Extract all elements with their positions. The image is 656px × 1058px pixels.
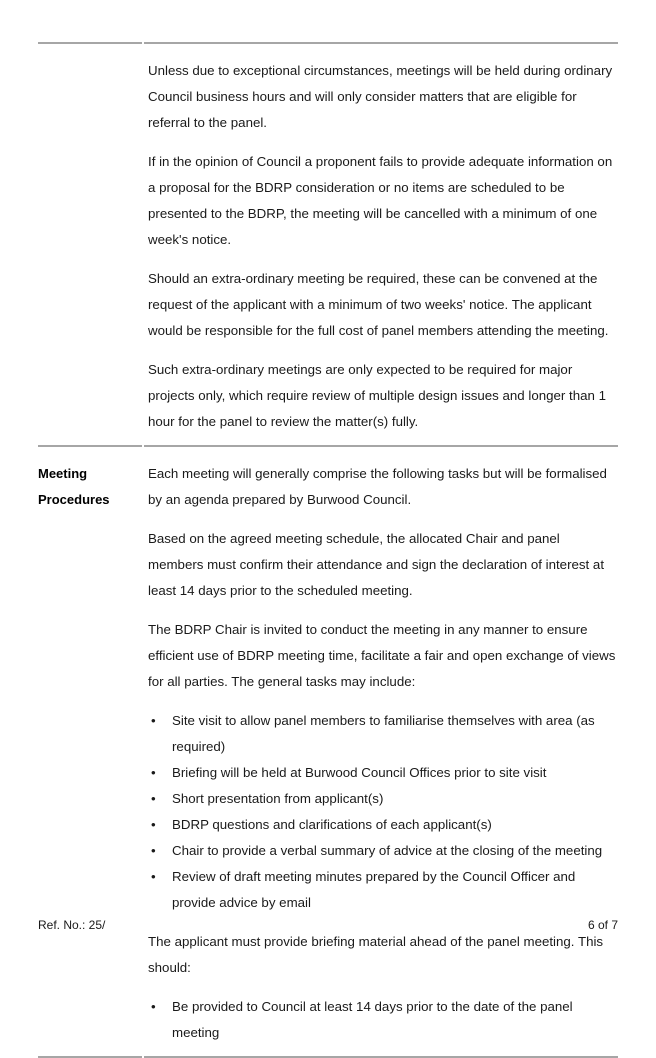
bullet-list — [148, 994, 618, 1046]
paragraph: The BDRP Chair is invited to conduct the meeting in any manner to ensure efficient use of BDRP meeting time, facilitate a fair and open exchange of views for all parties. The general tasks may include: — [148, 622, 616, 689]
table-row — [38, 447, 618, 1056]
list-item-text: Site visit to allow panel members to familiarise themselves with area (as required) — [172, 713, 595, 754]
list-item — [148, 760, 618, 786]
table-row — [38, 44, 618, 445]
list-item-text: Be provided to Council at least 14 days prior to the date of the panel meeting — [172, 999, 573, 1040]
bullet-icon: • — [151, 869, 156, 884]
row-label-line-2: Procedures — [38, 492, 110, 507]
page-footer — [38, 918, 618, 932]
row-label-cell — [38, 447, 148, 513]
paragraph: Each meeting will generally comprise the following tasks but will be formalised by an agenda prepared by Burwood Council. — [148, 466, 607, 507]
bullet-icon: • — [151, 817, 156, 832]
list-item-text: Short presentation from applicant(s) — [172, 791, 384, 806]
paragraph: Such extra-ordinary meetings are only expected to be required for major projects only, which require review of multiple design issues and longer than 1 hour for the panel to review the matter(s) fully. — [148, 362, 607, 429]
border-segment-left — [38, 42, 142, 44]
list-item-text: Review of draft meeting minutes prepared by the Council Officer and provide advice by email — [172, 869, 576, 910]
list-item — [148, 812, 618, 838]
row-label-line-1: Meeting — [38, 466, 88, 481]
bullet-icon: • — [151, 713, 156, 728]
footer-page-number: 6 of 7 — [587, 918, 618, 932]
paragraph: Should an extra-ordinary meeting be required, these can be convened at the request of the applicant with a minimum of two weeks' notice. The applicant would be responsible for the full cost of panel members attending the meeting. — [148, 271, 609, 338]
list-item — [148, 708, 618, 760]
list-item — [148, 838, 618, 864]
list-item-text: BDRP questions and clarifications of each applicant(s) — [172, 817, 492, 832]
paragraph: If in the opinion of Council a proponent fails to provide adequate information on a proposal for the BDRP consideration or no items are scheduled to be presented to the BDRP, the meeting will be cancelled with a minimum of one week's notice. — [148, 154, 613, 247]
list-item-text: Chair to provide a verbal summary of advice at the closing of the meeting — [172, 843, 603, 858]
paragraph: Unless due to exceptional circumstances, meetings will be held during ordinary Council business hours and will only consider matters that are eligible for referral to the panel. — [148, 63, 613, 130]
list-item — [148, 994, 618, 1046]
bullet-icon: • — [151, 765, 156, 780]
paragraph: Based on the agreed meeting schedule, the allocated Chair and panel members must confirm their attendance and sign the declaration of interest at least 14 days prior to the scheduled meeting. — [148, 531, 605, 598]
document-body-table — [38, 42, 618, 1058]
row-content-cell — [148, 44, 618, 445]
list-item-text: Briefing will be held at Burwood Council Offices prior to site visit — [172, 765, 547, 780]
bullet-list — [148, 708, 618, 916]
bullet-icon: • — [151, 999, 156, 1014]
paragraph: The applicant must provide briefing material ahead of the panel meeting. This should: — [148, 934, 604, 975]
footer-reference-number: Ref. No.: 25/ — [38, 918, 106, 932]
row-content-cell — [148, 447, 618, 1056]
bullet-icon: • — [151, 843, 156, 858]
list-item — [148, 864, 618, 916]
bullet-icon: • — [151, 791, 156, 806]
list-item — [148, 786, 618, 812]
